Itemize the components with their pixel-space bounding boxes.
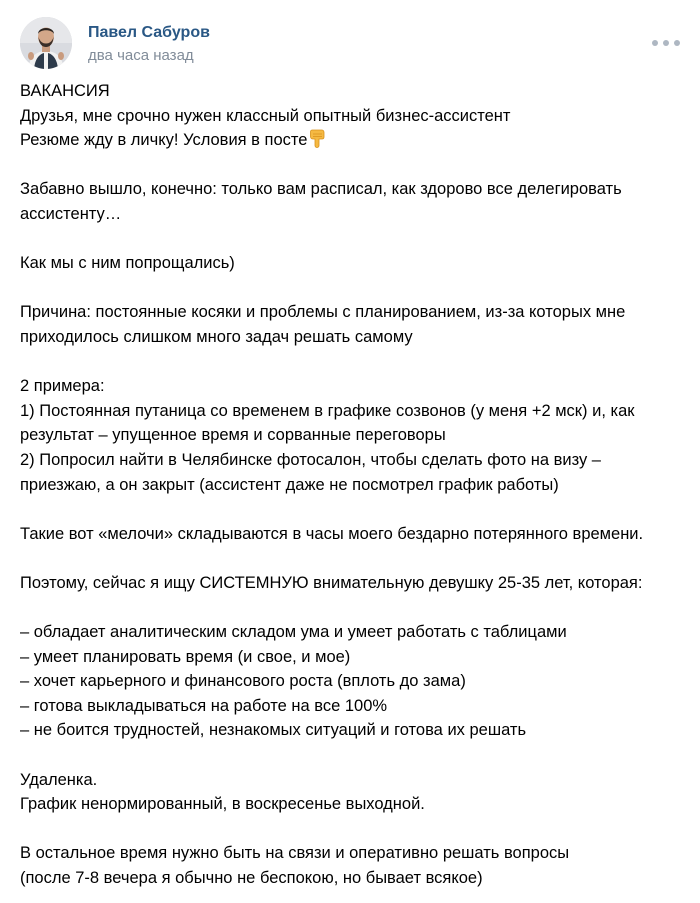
text-line	[20, 768, 688, 793]
line-text: Друзья, мне срочно нужен классный опытный бизнес-ассистент	[20, 106, 511, 125]
text-line	[20, 374, 688, 399]
line-text: ВАКАНСИЯ	[20, 82, 110, 100]
text-line	[20, 399, 688, 424]
line-text: 2) Попросил найти в Челябинске фотосалон, чтобы сделать фото на визу –	[20, 450, 601, 469]
text-line	[20, 325, 688, 350]
line-text: Удаленка.	[20, 770, 98, 789]
text-line	[20, 669, 688, 694]
line-text: – обладает аналитическим складом ума и умеет работать с таблицами	[20, 623, 567, 642]
text-line	[20, 177, 688, 202]
post-text	[20, 79, 688, 891]
text-line	[20, 792, 688, 817]
line-text: – готова выкладываться на работе на все 100%	[20, 696, 388, 715]
line-text: – хочет карьерного и финансового роста (вплоть до зама)	[20, 672, 466, 691]
text-line	[20, 104, 688, 129]
line-text: В остальное время нужно быть на связи и оперативно решать вопросы	[20, 844, 570, 863]
blank-line	[20, 595, 688, 620]
line-text: Резюме жду в личку! Условия в посте	[20, 131, 308, 150]
line-text: Такие вот «мелочи» складываются в часы моего бездарно потерянного времени.	[20, 524, 644, 543]
avatar-photo	[20, 17, 72, 69]
blank-line	[20, 276, 688, 301]
line-text: – умеет планировать время (и свое, и мое)	[20, 647, 351, 666]
line-text: График ненормированный, в воскресенье выходной.	[20, 795, 425, 814]
blank-line	[20, 497, 688, 522]
line-text: приходилось слишком много задач решать самому	[20, 327, 413, 346]
text-line	[20, 645, 688, 670]
author-name[interactable]: Павел Сабуров	[88, 24, 210, 41]
dot	[674, 40, 680, 46]
blank-line	[20, 743, 688, 768]
text-line	[20, 423, 688, 448]
blank-line	[20, 153, 688, 178]
text-line	[20, 79, 688, 104]
text-line	[20, 473, 688, 498]
text-line	[20, 300, 688, 325]
line-text: (после 7-8 вечера я обычно не беспокою, но бывает всякое)	[20, 869, 483, 887]
text-line	[20, 620, 688, 645]
dot	[652, 40, 658, 46]
text-line	[20, 251, 688, 276]
line-text: 2 примера:	[20, 377, 105, 396]
pointing-down-hand-icon	[309, 128, 325, 156]
text-line	[20, 448, 688, 473]
post-header	[20, 17, 680, 69]
dot	[663, 40, 669, 46]
blank-line	[20, 817, 688, 842]
line-text: приезжаю, а он закрыт (ассистент даже не посмотрел график работы)	[20, 475, 559, 494]
text-line	[20, 841, 688, 866]
more-options-icon[interactable]	[652, 35, 680, 51]
line-text: ассистенту…	[20, 204, 122, 223]
line-text: Поэтому, сейчас я ищу СИСТЕМНУЮ внимательную девушку 25-35 лет, которая:	[20, 573, 643, 592]
text-line	[20, 128, 688, 153]
text-line	[20, 522, 688, 547]
text-line	[20, 202, 688, 227]
blank-line	[20, 350, 688, 375]
text-line	[20, 866, 688, 891]
blank-line	[20, 227, 688, 252]
line-text: Забавно вышло, конечно: только вам расписал, как здорово все делегировать	[20, 180, 622, 199]
blank-line	[20, 546, 688, 571]
avatar[interactable]	[20, 17, 72, 69]
line-text: – не боится трудностей, незнакомых ситуаций и готова их решать	[20, 721, 527, 740]
line-text: Причина: постоянные косяки и проблемы с планированием, из-за которых мне	[20, 303, 626, 322]
text-line	[20, 718, 688, 743]
post-time[interactable]: два часа назад	[88, 47, 194, 64]
line-text: результат – упущенное время и сорванные переговоры	[20, 426, 446, 445]
line-text: 1) Постоянная путаница со временем в графике созвонов (у меня +2 мск) и, как	[20, 401, 635, 420]
text-line	[20, 571, 688, 596]
text-line	[20, 694, 688, 719]
line-text: Как мы с ним попрощались)	[20, 254, 235, 273]
